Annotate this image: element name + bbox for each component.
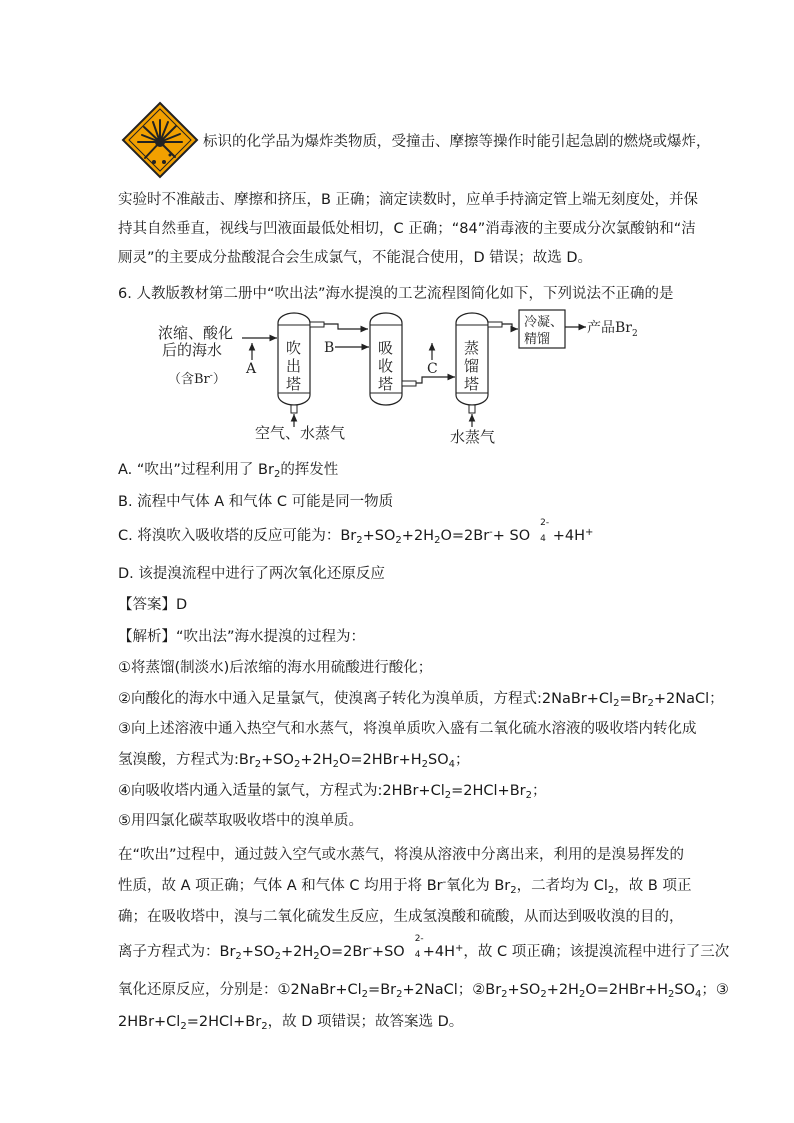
svg-text:塔: 塔 <box>286 375 302 393</box>
label-a: A <box>246 361 257 377</box>
para-line-5: 氧化还原反应，分别是：$①2NaBr+Cl_2=Br_2+2NaCl$；$②Br_2+SO_2+2H_2O=2HBr+H_2SO_4$；③ <box>118 982 729 1000</box>
analysis-heading: 【解析】“吹出法”海水提溴的过程为： <box>118 629 366 645</box>
step-3b: 氢溴酸，方程式为$:Br_2+SO_2+2H_2O=2HBr+H_2SO_4$； <box>118 752 470 770</box>
option-a: A. “吹出”过程利用了 $Br_2$的挥发性 <box>118 462 339 480</box>
svg-text:吹: 吹 <box>286 339 302 357</box>
option-d: D. 该提溴流程中进行了两次氧化还原反应 <box>118 566 385 582</box>
intro-line-1: 实验时不准敲击、摩擦和挤压，B 正确；滴定读数时，应单手持滴定管上端无刻度处，并保 <box>118 192 699 208</box>
svg-text:收: 收 <box>378 357 394 375</box>
explosive-hazard-icon <box>120 100 200 184</box>
feed-label-3: （含Br <box>168 372 210 387</box>
svg-text:冷凝、: 冷凝、 <box>524 315 564 330</box>
intro-line-3: 厕灵”的主要成分盐酸混合会生成氯气，不能混合使用，D 错误；故选 D。 <box>118 250 593 266</box>
label-c: C <box>427 361 438 377</box>
step-1: ①将蒸馏(制淡水)后浓缩的海水用硫酸进行酸化； <box>118 660 433 676</box>
bottom-label-1: 空气、水蒸气 <box>255 424 346 442</box>
svg-text:塔: 塔 <box>378 375 394 393</box>
step-2: ②向酸化的海水中通入足量氯气，使溴离子转化为溴单质，方程式$:2NaBr+Cl_2=Br_2+2NaCl$； <box>118 691 724 709</box>
svg-text:馏: 馏 <box>464 357 480 375</box>
hazard-caption: 标识的化学品为爆炸类物质，受撞击、摩擦等操作时能引起急剧的燃烧或爆炸， <box>203 134 711 150</box>
svg-text:吸: 吸 <box>378 339 394 357</box>
bromine-extraction-flow-diagram <box>150 305 650 459</box>
step-4: ④向吸收塔内通入适量的氯气，方程式为$:2HBr+Cl_2=2HCl+Br_2$； <box>118 783 547 801</box>
para-line-1: 在“吹出”过程中，通过鼓入空气或水蒸气，将溴从溶液中分离出来，利用的是溴易挥发的 <box>118 847 685 863</box>
question-stem: 6. 人教版教材第二册中“吹出法”海水提溴的工艺流程图简化如下，下列说法不正确的是 <box>118 286 674 302</box>
option-c: C. 将溴吹入吸收塔的反应可能为：$Br_2+SO_2+2H_2O=2Br^-+$ SO 2- 4 +4H+ <box>118 518 594 546</box>
label-b: B <box>324 340 335 356</box>
bottom-label-3: 水蒸气 <box>450 428 496 446</box>
feed-label-2: 后的海水 <box>162 341 223 359</box>
answer: 【答案】D <box>118 597 188 613</box>
para-line-6: $2HBr+Cl_2=2HCl+Br_2$，故 D 项错误；故答案选 D。 <box>118 1014 464 1032</box>
svg-text:精馏: 精馏 <box>524 332 551 347</box>
svg-text:蒸: 蒸 <box>464 339 480 357</box>
svg-text:出: 出 <box>286 357 302 375</box>
svg-text:塔: 塔 <box>464 375 480 393</box>
svg-text:（含Br-）: （含Br-） <box>168 371 226 387</box>
para-line-4: 离子方程式为：$Br_2+SO_2+2H_2O=2Br^-+SO$ 2- 4 +4H+，故 C 项正确；该提溴流程中进行了三次 <box>118 934 730 962</box>
product-label: 产品$Br_2$ <box>587 320 638 339</box>
intro-line-2: 持其自然垂直，视线与凹液面最低处相切，C 正确；“84”消毒液的主要成分次氯酸钠和“洁 <box>118 221 696 237</box>
step-5: ⑤用四氯化碳萃取吸收塔中的溴单质。 <box>118 813 363 829</box>
feed-label-1: 浓缩、酸化 <box>158 324 234 342</box>
para-line-3: 确；在吸收塔中，溴与二氧化硫发生反应，生成氢溴酸和硫酸，从而达到吸收溴的目的， <box>118 909 684 925</box>
para-line-2: 性质，故 A 项正确；气体 A 和气体 C 均用于将 Br-氧化为 $Br_2$，二者均为 $Cl_2$，故 B 项正 <box>118 877 692 896</box>
option-b: B. 流程中气体 A 和气体 C 可能是同一物质 <box>118 494 394 510</box>
step-3a: ③向上述溶液中通入热空气和水蒸气，将溴单质吹入盛有二氧化硫水溶液的吸收塔内转化成 <box>118 721 697 737</box>
